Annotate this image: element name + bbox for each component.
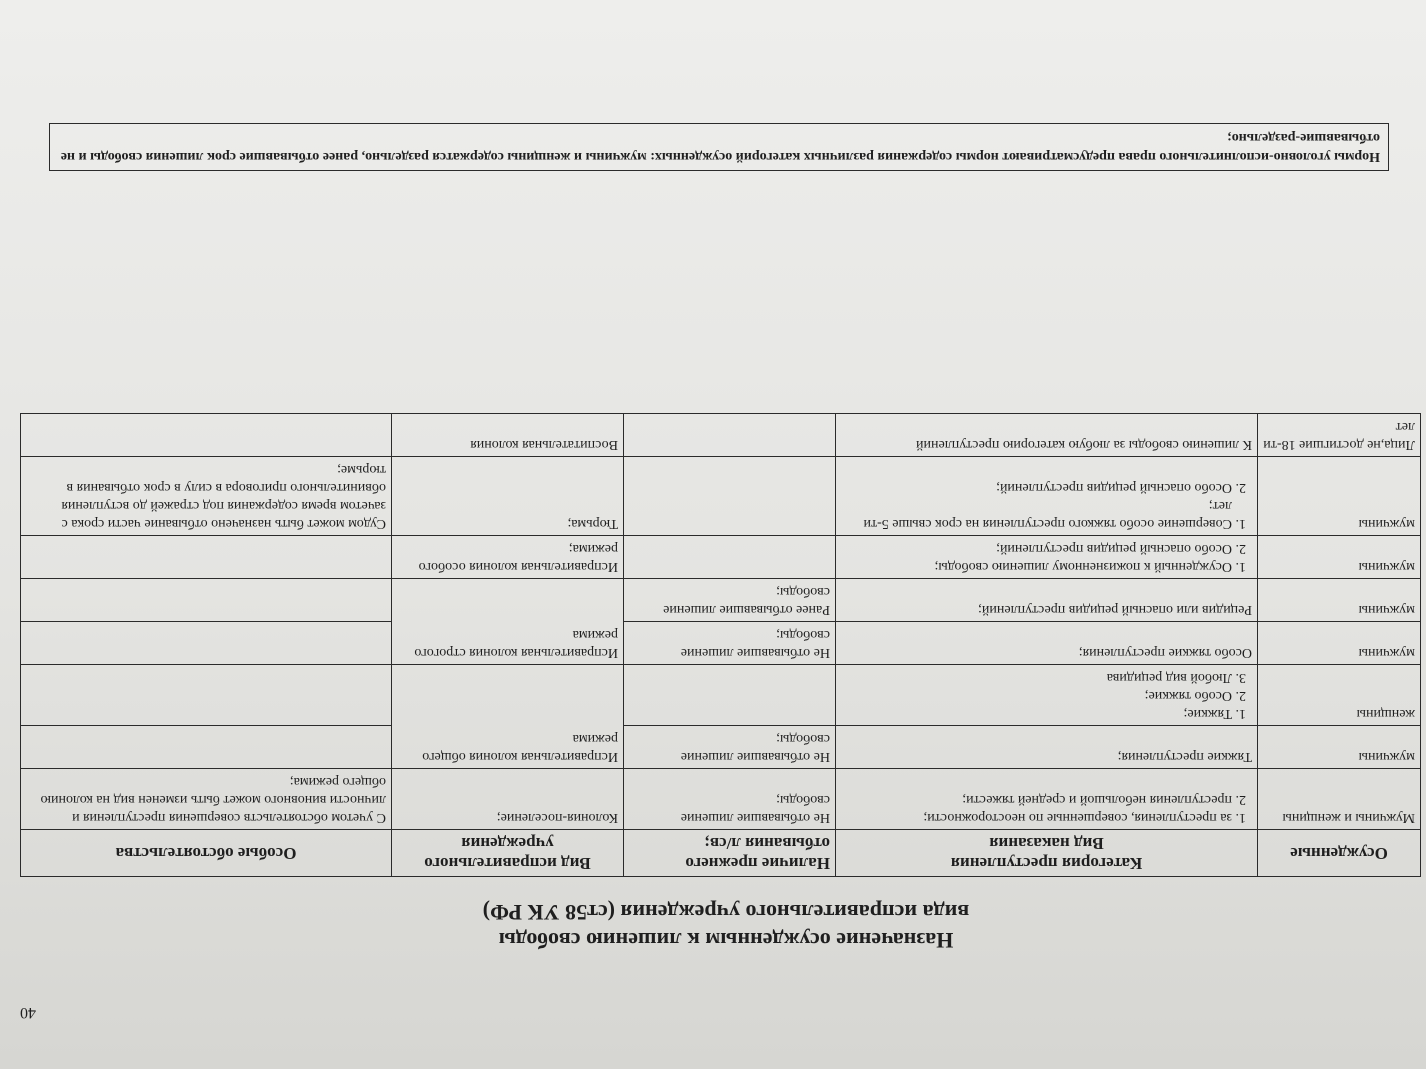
cell-convicted: мужчины <box>1258 726 1421 769</box>
cell-special: С учетом обстоятельств совершения преступления и личности виновного может быть изменен вид на колонию общего режима; <box>21 769 392 830</box>
cell-institution: Исправительная колония особого режима; <box>392 536 624 579</box>
title-line-1: Назначение осужденным к лишению свободы <box>498 928 954 953</box>
cell-prior: Ранее отбывавшие лишение свободы; <box>624 579 836 622</box>
header-category-label: Категория преступления <box>950 854 1143 873</box>
cell-special: Судом может быть назначено отбывание части срока с зачетом время содержания под стражей до вступления обвинительного приговора в силу в срок отбывания в тюрьме; <box>21 457 392 536</box>
cell-prior: Не отбывавшие лишение свободы; <box>624 622 836 665</box>
cell-crimes: Рецидив или опасный рецидив преступлений; <box>836 579 1258 622</box>
page-number: 40 <box>20 1004 36 1021</box>
cell-institution: Воспитательная колония <box>392 414 624 457</box>
institution-assignment-table <box>20 413 1421 877</box>
cell-convicted: мужчины <box>1258 536 1421 579</box>
crime-item: 1. Осужденный к пожизненному лишению свободы; <box>841 557 1232 575</box>
cell-convicted: мужчины <box>1258 622 1421 665</box>
header-prior: Наличие прежнего отбывания л/св; <box>624 830 836 877</box>
header-punishment-label: Вид наказания <box>989 834 1104 853</box>
cell-prior <box>624 414 836 457</box>
table-row <box>21 579 1421 622</box>
cell-crimes: К лишению свободы за любую категорию преступлений <box>836 414 1258 457</box>
table-row <box>21 457 1421 536</box>
crime-item: 2. преступления небольшой и средней тяжести; <box>841 790 1232 808</box>
header-special: Особые обстоятельства <box>21 830 392 877</box>
cell-institution: Исправительная колония общего режима <box>392 665 624 769</box>
crime-item: 1. Тяжкие; <box>841 704 1232 722</box>
cell-special <box>21 665 392 726</box>
cell-special <box>21 726 392 769</box>
cell-crimes <box>836 457 1258 536</box>
header-category <box>836 830 1258 877</box>
cell-prior: Не отбывавшие лишение свободы; <box>624 726 836 769</box>
table-row <box>21 769 1421 830</box>
table-row <box>21 665 1421 726</box>
header-row <box>21 830 1421 877</box>
table-row <box>21 414 1421 457</box>
cell-convicted: женщины <box>1258 665 1421 726</box>
cell-institution: Тюрьма; <box>392 457 624 536</box>
cell-institution: Колония-поселение; <box>392 769 624 830</box>
cell-prior: Не отбывавшие лишение свободы; <box>624 769 836 830</box>
cell-special <box>21 622 392 665</box>
cell-prior <box>624 536 836 579</box>
crime-item: 1. за преступления, совершенные по неосторожности; <box>841 808 1232 826</box>
crime-item: 2. Особо тяжкие; <box>841 686 1232 704</box>
crime-item: 2. Особо опасный рецидив преступлений; <box>841 478 1232 496</box>
page-title <box>386 898 1066 954</box>
cell-crimes: Тяжкие преступления; <box>836 726 1258 769</box>
cell-crimes <box>836 665 1258 726</box>
cell-convicted: Лица,не достигшие 18-ти лет <box>1258 414 1421 457</box>
norms-note: Нормы уголовно-исполнительного права предусматривают нормы содержания различных категорий осужденных: мужчины и женщины содержатся раздельно, ранее отбывавшие срок лишения свободы и не отбывавшие-раздельно; <box>49 123 1389 171</box>
cell-crimes: Особо тяжкие преступления; <box>836 622 1258 665</box>
cell-crimes <box>836 536 1258 579</box>
crime-item: 2. Особо опасный рецидив преступлений; <box>841 539 1232 557</box>
cell-crimes <box>836 769 1258 830</box>
cell-special <box>21 536 392 579</box>
cell-special <box>21 414 392 457</box>
cell-convicted: мужчины <box>1258 457 1421 536</box>
crime-item: 3. Любой вид рецидива <box>841 668 1232 686</box>
header-convicted: Осужденные <box>1258 830 1421 877</box>
cell-institution: Исправительная колония строгого режима <box>392 579 624 665</box>
crime-item: 1. Совершение особо тяжкого преступления на срок свыше 5-ти лет; <box>841 496 1232 532</box>
table-row <box>21 726 1421 769</box>
cell-convicted: Мужчины и женщины <box>1258 769 1421 830</box>
cell-convicted: мужчины <box>1258 579 1421 622</box>
cell-prior <box>624 457 836 536</box>
table-row <box>21 622 1421 665</box>
table-row <box>21 536 1421 579</box>
cell-prior <box>624 665 836 726</box>
header-institution: Вид исправительного учреждения <box>392 830 624 877</box>
cell-special <box>21 579 392 622</box>
title-line-2: вида исправительного учреждения (ст58 УК РФ) <box>482 900 970 925</box>
